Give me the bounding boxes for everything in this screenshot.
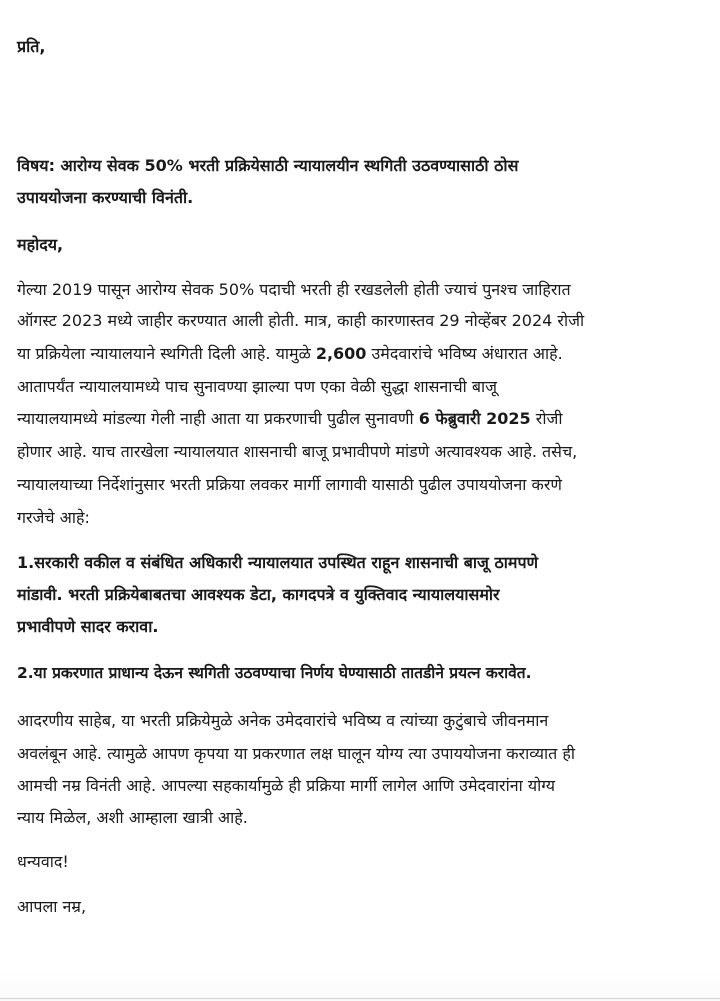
page-edge	[0, 998, 720, 999]
para2-line-2: अवलंबून आहे. त्यामुळे आपण कृपया या प्रकरणात लक्ष घालून योग्य त्या उपाययोजना कराव्यात ही	[17, 744, 575, 763]
subject-line-1: विषय: आरोग्य सेवक 50% भरती प्रक्रियेसाठी न्यायालयीन स्थगिती उठवण्यासाठी ठोस	[17, 156, 519, 175]
para2-line-1: आदरणीय साहेब, या भरती प्रक्रियेमुळे अनेक उमेदवारांचे भविष्य व त्यांच्या कुटुंबाचे जीवनमान	[17, 711, 549, 730]
para1-line-4: आतापर्यंत न्यायालयामध्ये पाच सुनावण्या झाल्या पण एका वेळी सुद्धा शासनाची बाजू	[17, 377, 497, 396]
point1-line-3: प्रभावीपणे सादर करावा.	[17, 617, 159, 636]
para1-line-3-pre: या प्रक्रियेला न्यायालयाने स्थगिती दिली आहे. यामुळे	[17, 344, 316, 363]
hearing-date: 6 फेब्रुवारी 2025	[418, 409, 531, 428]
point2: 2.या प्रकरणात प्राधान्य देऊन स्थगिती उठवण्याचा निर्णय घेण्यासाठी तातडीने प्रयत्न करावेत.	[17, 664, 532, 682]
greeting: महोदय,	[17, 235, 64, 254]
para2-line-4: न्याय मिळेल, अशी आम्हाला खात्री आहे.	[17, 808, 248, 827]
thanks: धन्यवाद!	[17, 852, 69, 871]
subject-line-2: उपाययोजना करण्याची विनंती.	[17, 188, 194, 207]
para1-line-8: गरजेचे आहे:	[17, 508, 90, 527]
candidate-count: 2,600	[315, 344, 367, 363]
para1-line-6: होणार आहे. याच तारखेला न्यायालयात शासनाची बाजू प्रभावीपणे मांडणे अत्यावश्यक आहे. तसेच,	[17, 442, 578, 461]
salutation-to: प्रति,	[17, 37, 46, 56]
closing: आपला नम्र,	[17, 897, 87, 916]
point1-line-1: 1.सरकारी वकील व संबंधित अधिकारी न्यायालयात उपस्थित राहून शासनाची बाजू ठामपणे	[17, 553, 539, 572]
para1-line-5-pre: न्यायालयामध्ये मांडल्या गेली नाही आता या प्रकरणाची पुढील सुनावणी	[17, 409, 419, 428]
para1-line-5	[17, 407, 563, 431]
para2-line-3: आमची नम्र विनंती आहे. आपल्या सहकार्यामुळे ही प्रक्रिया मार्गी लागेल आणि उमेदवारांना योग्य	[17, 776, 556, 795]
para1-line-3-post: उमेदवारांचे भविष्य अंधारात आहे.	[366, 344, 563, 363]
para1-line-7: न्यायालयाच्या निर्देशांनुसार भरती प्रक्रिया लवकर मार्गी लागावी यासाठी पुढील उपाययोजना करणे	[17, 475, 562, 494]
page-bottom-shade	[0, 971, 720, 1001]
para1-line-5-post: रोजी	[530, 409, 563, 428]
para1-line-3	[17, 342, 563, 366]
point1-line-2: मांडावी. भरती प्रक्रियेबाबतचा आवश्यक डेटा, कागदपत्रे व युक्तिवाद न्यायालयासमोर	[17, 585, 500, 604]
para1-line-2: ऑगस्ट 2023 मध्ये जाहीर करण्यात आली होती. मात्र, काही कारणास्तव 29 नोव्हेंबर 2024 रोजी	[17, 311, 585, 330]
para1-line-1: गेल्या 2019 पासून आरोग्य सेवक 50% पदाची भरती ही रखडलेली होती ज्याचं पुनश्च जाहिरात	[17, 280, 571, 299]
